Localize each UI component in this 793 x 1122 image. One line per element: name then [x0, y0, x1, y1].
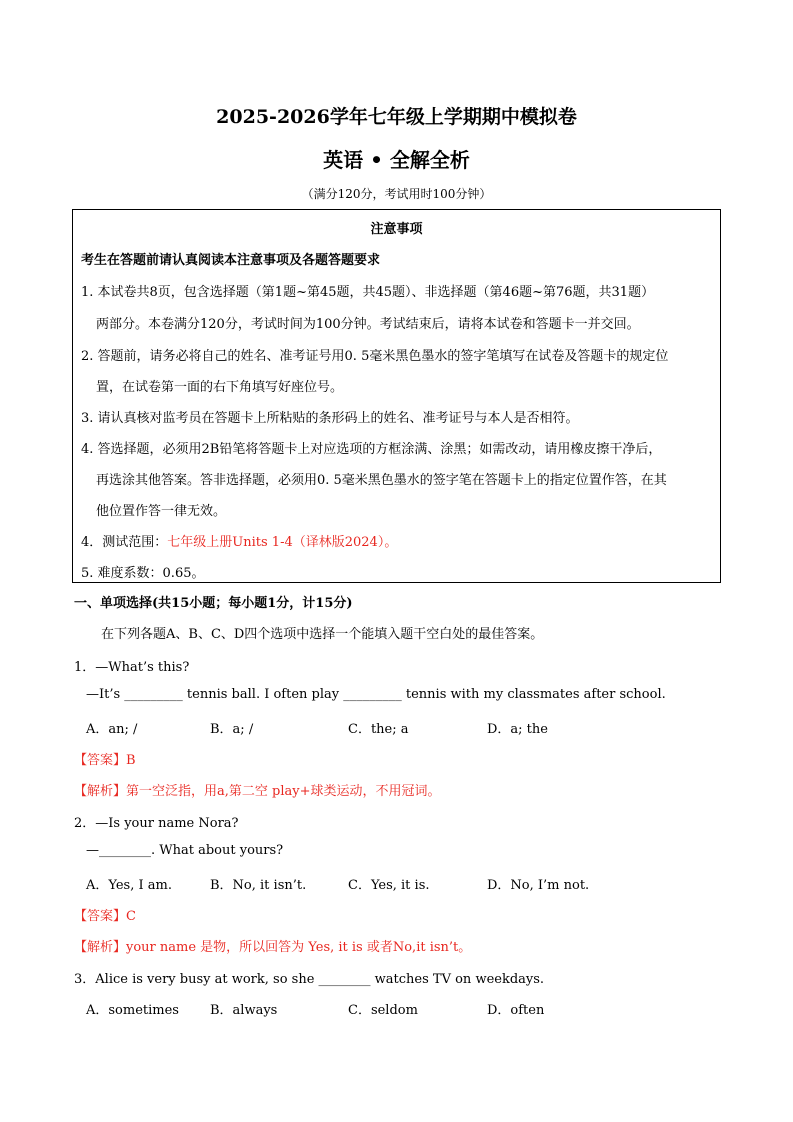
question-2-option-b: B．No, it isn’t. — [210, 878, 307, 893]
question-3-option-b: B．always — [210, 1003, 278, 1018]
section1-instruction: 在下列各题A、B、C、D四个选项中选择一个能填入题干空白处的最佳答案。 — [101, 627, 544, 642]
exam-subtitle: 英语 • 全解全析 — [323, 148, 470, 172]
question-3-stem: 3．Alice is very busy at work, so she ________ watches TV on weekdays. — [74, 972, 545, 987]
notice-item-2-line2: 置，在试卷第一面的右下角填写好座位号。 — [96, 380, 344, 395]
question-1-option-d: D．a; the — [487, 722, 548, 737]
question-3-option-d: D．often — [487, 1003, 545, 1018]
notice-item-3-line1: 3. 请认真核对监考员在答题卡上所粘贴的条形码上的姓名、准考证号与本人是否相符。 — [81, 411, 579, 426]
question-3-option-c: C．seldom — [348, 1003, 418, 1018]
notice-item-2-line1: 2. 答题前，请务必将自己的姓名、准考证号用0. 5毫米黑色墨水的签字笔填写在试卷及答题卡的规定位 — [81, 349, 669, 364]
notice-heading: 注意事项 — [370, 222, 423, 237]
notice-requirement: 考生在答题前请认真阅读本注意事项及各题答题要求 — [81, 253, 381, 268]
score-info: （满分120分，考试用时100分钟） — [301, 187, 492, 201]
notice-test-scope — [81, 531, 397, 550]
notice-item-1-line2: 两部分。本卷满分120分，考试时间为100分钟。考试结束后，请将本试卷和答题卡一并交回。 — [96, 317, 640, 332]
notice-difficulty: 5. 难度系数：0.65。 — [81, 566, 205, 581]
notice-box — [72, 209, 721, 583]
question-2-stem-line2: —________. What about yours? — [86, 843, 284, 858]
question-1-option-b: B．a; / — [210, 722, 254, 737]
section1-heading: 一、单项选择(共15小题；每小题1分，计15分) — [74, 596, 353, 611]
question-1-answer: 【答案】B — [74, 753, 136, 768]
question-2-option-a: A．Yes, I am. — [86, 878, 172, 893]
question-1-stem-line2: —It’s _________ tennis ball. I often play _________ tennis with my classmates after school. — [86, 687, 666, 702]
question-2-option-c: C．Yes, it is. — [348, 878, 430, 893]
notice-item-4-line3: 他位置作答一律无效。 — [96, 504, 227, 519]
question-1-stem: 1．—What’s this? — [74, 660, 190, 675]
question-1-option-c: C．the; a — [348, 722, 409, 737]
notice-item-1-line1: 1. 本试卷共8页，包含选择题（第1题~第45题，共45题）、非选择题（第46题~第76题，共31题） — [81, 285, 655, 300]
question-3-option-a: A．sometimes — [86, 1003, 179, 1018]
test-scope-label: 4．测试范围： — [81, 535, 168, 550]
question-2-answer: 【答案】C — [74, 909, 136, 924]
question-1-option-a: A．an; / — [86, 722, 138, 737]
question-2-analysis: 【解析】your name 是物，所以回答为 Yes, it is 或者No,it isn’t。 — [74, 940, 472, 955]
question-2-stem: 2．—Is your name Nora? — [74, 816, 239, 831]
test-scope-value: 七年级上册Units 1-4（译林版2024）。 — [167, 535, 398, 550]
notice-item-4-line1: 4. 答选择题，必须用2B铅笔将答题卡上对应选项的方框涂满、涂黑；如需改动，请用橡皮擦干净后， — [81, 442, 662, 457]
notice-item-4-line2: 再选涂其他答案。答非选择题，必须用0. 5毫米黑色墨水的签字笔在答题卡上的指定位置作答，在其 — [96, 473, 667, 488]
question-1-analysis: 【解析】第一空泛指，用a,第二空 play+球类运动，不用冠词。 — [74, 784, 441, 799]
question-2-option-d: D．No, I’m not. — [487, 878, 590, 893]
exam-title: 2025-2026学年七年级上学期期中模拟卷 — [216, 106, 577, 128]
